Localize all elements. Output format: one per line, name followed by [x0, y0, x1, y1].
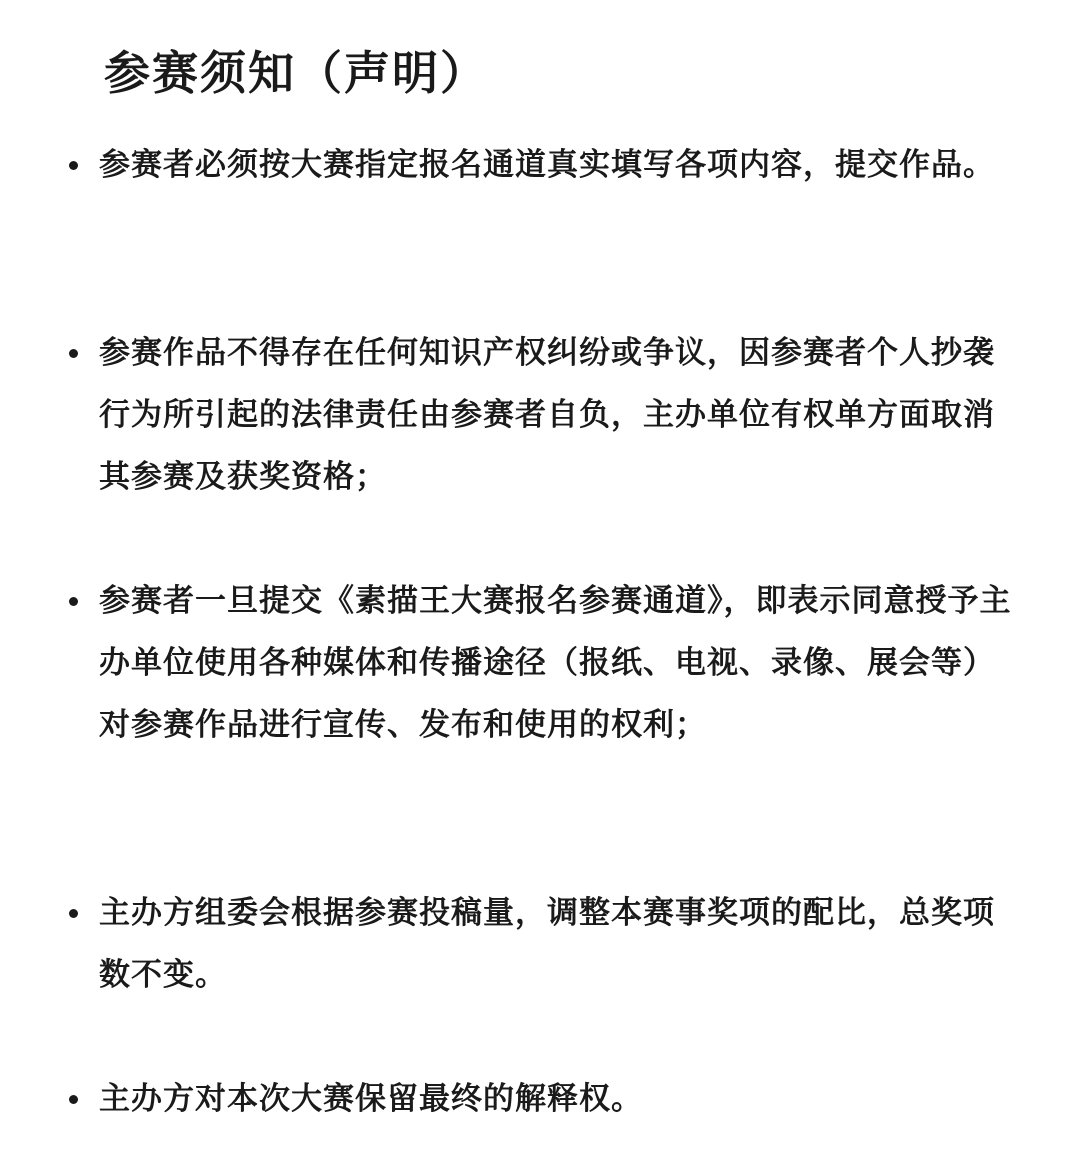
list-item	[99, 134, 1024, 196]
list-item	[99, 882, 1024, 1006]
list-item-text: 参赛者必须按大赛指定报名通道真实填写各项内容，提交作品。	[99, 147, 995, 183]
list-item	[99, 570, 1024, 756]
list-item	[99, 1068, 1024, 1130]
list-item-text: 参赛作品不得存在任何知识产权纠纷或争议，因参赛者个人抄袭行为所引起的法律责任由参赛者自负，主办单位有权单方面取消其参赛及获奖资格；	[99, 335, 995, 495]
list-item-text: 主办方对本次大赛保留最终的解释权。	[99, 1081, 643, 1117]
list-item-text: 主办方组委会根据参赛投稿量，调整本赛事奖项的配比，总奖项数不变。	[99, 895, 995, 993]
bullet-icon	[69, 349, 78, 358]
list-item-text: 参赛者一旦提交《素描王大赛报名参赛通道》，即表示同意授予主办单位使用各种媒体和传播途径（报纸、电视、录像、展会等）对参赛作品进行宣传、发布和使用的权利；	[99, 583, 1012, 743]
bullet-icon	[69, 1095, 78, 1104]
list-item	[99, 322, 1024, 508]
bullet-icon	[69, 597, 78, 606]
page-title: 参赛须知（声明）	[104, 46, 488, 100]
bullet-icon	[69, 161, 78, 170]
bullet-icon	[69, 909, 78, 918]
